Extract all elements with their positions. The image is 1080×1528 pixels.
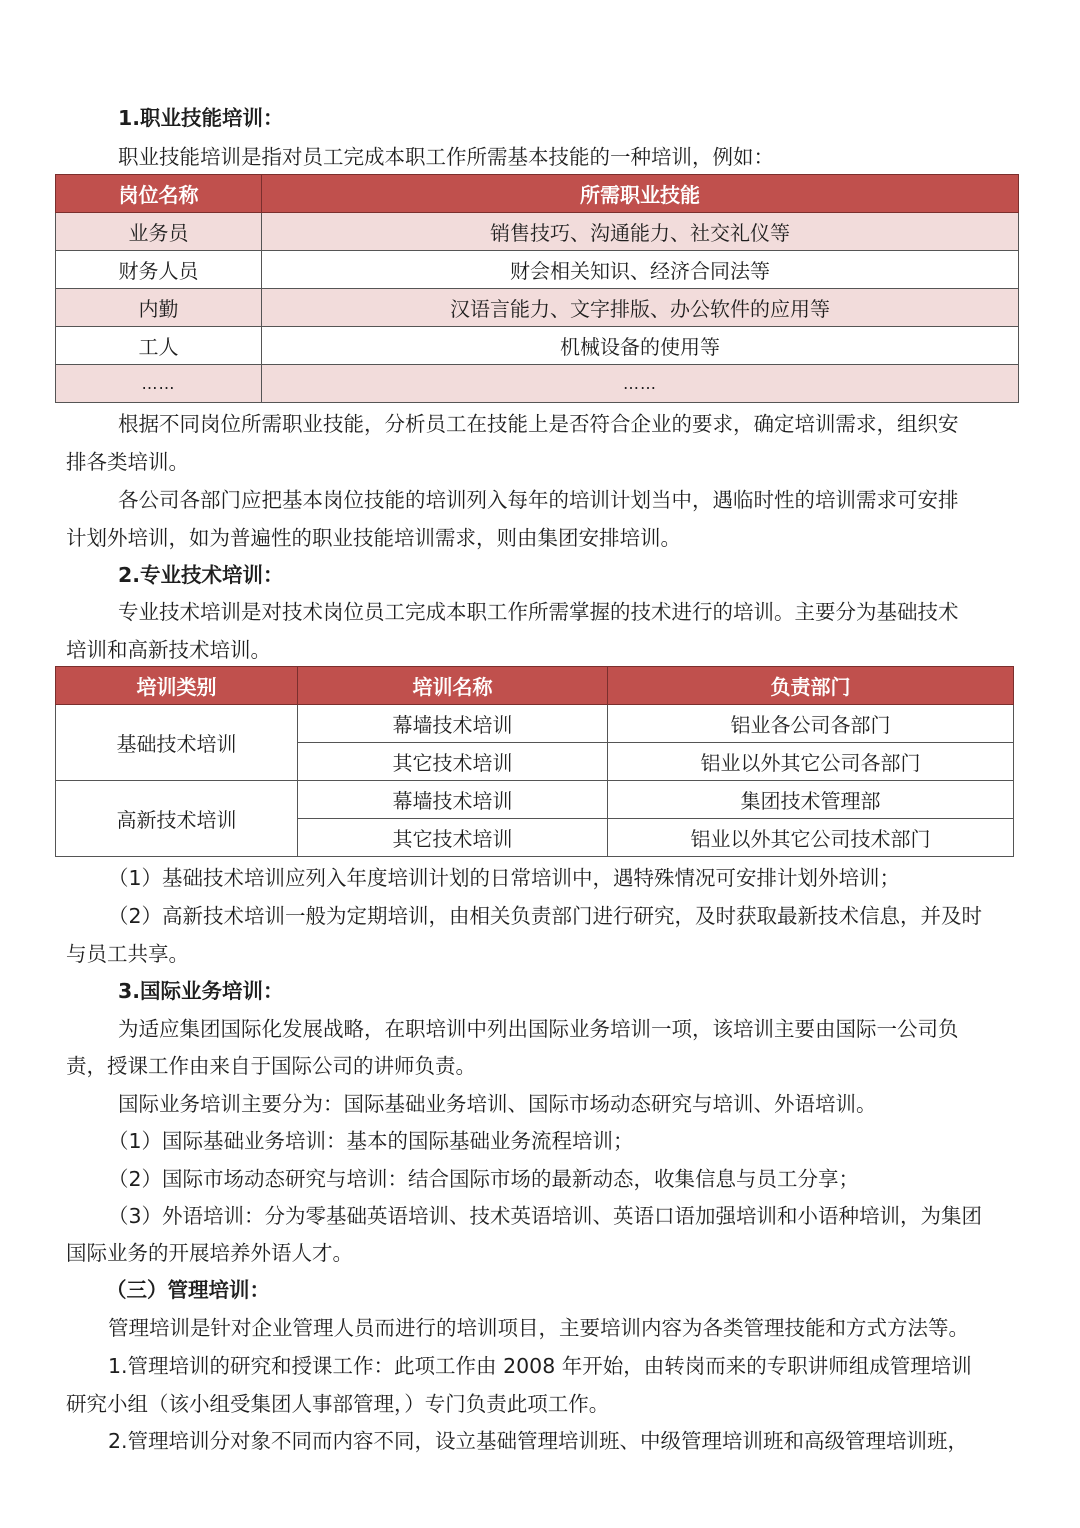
table-cell: ……: [262, 365, 1019, 403]
paragraph-line: 计划外培训，如为普遍性的职业技能培训需求，则由集团安排培训。: [66, 526, 681, 550]
paragraph-line: 与员工共享。: [66, 942, 189, 966]
table-cell: 内勤: [56, 289, 262, 327]
table-row: [56, 365, 1019, 403]
paragraph-line: 管理培训是针对企业管理人员而进行的培训项目，主要培训内容为各类管理技能和方式方法等。: [108, 1316, 969, 1340]
table-row: [56, 327, 1019, 365]
paragraph-line: 国际业务培训主要分为：国际基础业务培训、国际市场动态研究与培训、外语培训。: [118, 1092, 877, 1116]
table-cell: 销售技巧、沟通能力、社交礼仪等: [262, 213, 1019, 251]
paragraph-line: 责，授课工作由来自于国际公司的讲师负责。: [66, 1054, 476, 1078]
paragraph-vocational-intro: 职业技能培训是指对员工完成本职工作所需基本技能的一种培训，例如：: [118, 145, 774, 169]
column-header-skills: 所需职业技能: [262, 175, 1019, 213]
numbered-item: （1）国际基础业务培训：基本的国际基础业务流程培训；: [108, 1129, 634, 1153]
paragraph-line: 研究小组（该小组受集团人事部管理，）专门负责此项工作。: [66, 1392, 610, 1416]
paragraph-line: 国际业务的开展培养外语人才。: [66, 1241, 353, 1265]
column-header-category: 培训类别: [56, 667, 298, 705]
table-cell: 其它技术培训: [298, 743, 608, 781]
numbered-item: （1）基础技术培训应列入年度培训计划的日常培训中，遇特殊情况可安排计划外培训；: [108, 866, 901, 890]
table-cell: 汉语言能力、文字排版、办公软件的应用等: [262, 289, 1019, 327]
section-heading-technical: 2.专业技术培训：: [118, 563, 284, 587]
table-header-row: [56, 175, 1019, 213]
paragraph-line: 各公司各部门应把基本岗位技能的培训列入每年的培训计划当中，遇临时性的培训需求可安排: [118, 488, 959, 512]
section-heading-vocational: 1.职业技能培训：: [118, 106, 284, 130]
paragraph-line: 1.管理培训的研究和授课工作：此项工作由 2008 年开始，由转岗而来的专职讲师组成管理培训: [108, 1354, 972, 1378]
table-row: [56, 289, 1019, 327]
table-header-row: [56, 667, 1014, 705]
section-heading-international: 3.国际业务培训：: [118, 979, 284, 1003]
table-cell: 幕墙技术培训: [298, 781, 608, 819]
table-cell: 机械设备的使用等: [262, 327, 1019, 365]
column-header-training-name: 培训名称: [298, 667, 608, 705]
table-cell: 铝业以外其它公司各部门: [608, 743, 1014, 781]
numbered-item: （2）高新技术培训一般为定期培训，由相关负责部门进行研究，及时获取最新技术信息，并及时: [108, 904, 983, 928]
table-row: [56, 251, 1019, 289]
table-cell: 铝业各公司各部门: [608, 705, 1014, 743]
table-cell: 集团技术管理部: [608, 781, 1014, 819]
paragraph-line: 培训和高新技术培训。: [66, 638, 271, 662]
table-cell: 财会相关知识、经济合同法等: [262, 251, 1019, 289]
paragraph-line: 2.管理培训分对象不同而内容不同，设立基础管理培训班、中级管理培训班和高级管理培训班，: [108, 1429, 969, 1453]
column-header-department: 负责部门: [608, 667, 1014, 705]
table-cell-category: 基础技术培训: [56, 705, 298, 781]
section-heading-management: （三）管理培训：: [106, 1278, 270, 1302]
table-row: [56, 705, 1014, 743]
table-row: [56, 781, 1014, 819]
vocational-skills-table: [55, 174, 1019, 403]
numbered-item: （3）外语培训：分为零基础英语培训、技术英语培训、英语口语加强培训和小语种培训，为集团: [108, 1204, 983, 1228]
paragraph-line: 专业技术培训是对技术岗位员工完成本职工作所需掌握的技术进行的培训。主要分为基础技术: [118, 600, 959, 624]
table-cell: 铝业以外其它公司技术部门: [608, 819, 1014, 857]
table-cell: 业务员: [56, 213, 262, 251]
table-cell: 其它技术培训: [298, 819, 608, 857]
technical-training-table: [55, 666, 1014, 857]
paragraph-line: 为适应集团国际化发展战略，在职培训中列出国际业务培训一项，该培训主要由国际一公司负: [118, 1017, 959, 1041]
table-cell: ……: [56, 365, 262, 403]
table-cell-category: 高新技术培训: [56, 781, 298, 857]
numbered-item: （2）国际市场动态研究与培训：结合国际市场的最新动态，收集信息与员工分享；: [108, 1167, 860, 1191]
column-header-position: 岗位名称: [56, 175, 262, 213]
table-cell: 工人: [56, 327, 262, 365]
table-cell: 财务人员: [56, 251, 262, 289]
table-cell: 幕墙技术培训: [298, 705, 608, 743]
paragraph-line: 根据不同岗位所需职业技能，分析员工在技能上是否符合企业的要求，确定培训需求，组织安: [118, 412, 959, 436]
table-row: [56, 213, 1019, 251]
paragraph-line: 排各类培训。: [66, 450, 189, 474]
